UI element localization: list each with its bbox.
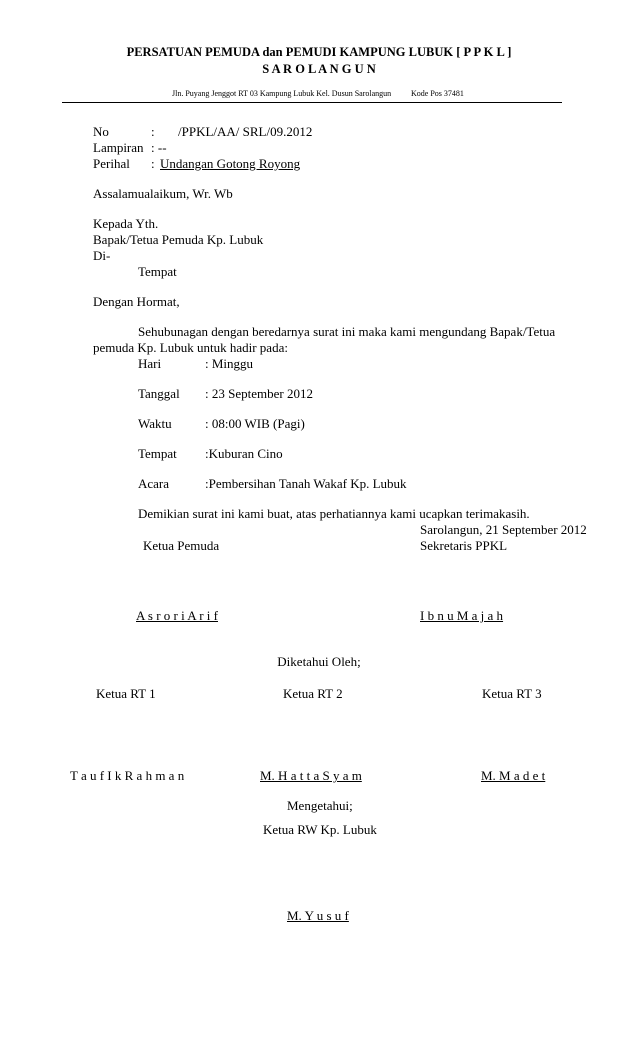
detail-value-tempat: :Kuburan Cino	[205, 446, 283, 461]
lampiran-value: : --	[151, 140, 167, 155]
body-line1: Sehubunagan dengan beredarnya surat ini maka kami mengundang Bapak/Tetua	[138, 324, 556, 339]
detail-value-tanggal: : 23 September 2012	[205, 386, 313, 401]
opening: Dengan Hormat,	[93, 294, 180, 309]
place-date: Sarolangun, 21 September 2012	[420, 522, 587, 537]
rt2-title: Ketua RT 2	[283, 686, 343, 701]
detail-label-acara: Acara	[138, 476, 170, 491]
detail-value-acara: :Pembersihan Tanah Wakaf Kp. Lubuk	[205, 476, 407, 491]
no-colon: :	[151, 124, 155, 139]
rw-title: Ketua RW Kp. Lubuk	[263, 822, 377, 837]
org-postcode: Kode Pos 37481	[411, 89, 464, 98]
closing: Demikian surat ini kami buat, atas perhatiannya kami ucapkan terimakasih.	[138, 506, 530, 521]
detail-value-waktu: : 08:00 WIB (Pagi)	[205, 416, 305, 431]
org-city: S A R O L A N G U N	[262, 62, 376, 76]
recipient-line3: Di-	[93, 248, 111, 263]
detail-label-tempat: Tempat	[138, 446, 177, 461]
no-label: No	[93, 124, 109, 139]
body-line2: pemuda Kp. Lubuk untuk hadir pada:	[93, 340, 288, 355]
rt2-name: M. H a t t a S y a m	[260, 768, 362, 783]
rt1-title: Ketua RT 1	[96, 686, 156, 701]
perihal-label: Perihal	[93, 156, 130, 171]
detail-value-hari: : Minggu	[205, 356, 254, 371]
detail-label-waktu: Waktu	[138, 416, 172, 431]
header-rule	[62, 102, 562, 103]
right-signer-name: I b n u M a j a h	[420, 608, 504, 623]
acknowledged-label: Diketahui Oleh;	[277, 654, 361, 669]
recipient-line1: Kepada Yth.	[93, 216, 159, 231]
no-value: /PPKL/AA/ SRL/09.2012	[178, 124, 313, 139]
greeting: Assalamualaikum, Wr. Wb	[93, 186, 233, 201]
left-signer-title: Ketua Pemuda	[143, 538, 220, 553]
lampiran-label: Lampiran	[93, 140, 144, 155]
approved-label: Mengetahui;	[287, 798, 353, 813]
perihal-value: Undangan Gotong Royong	[160, 156, 301, 171]
recipient-line4: Tempat	[138, 264, 177, 279]
rt3-title: Ketua RT 3	[482, 686, 542, 701]
rt1-name: T a u f I k R a h m a n	[70, 768, 185, 783]
org-name: PERSATUAN PEMUDA dan PEMUDI KAMPUNG LUBUK [ P P K L ]	[126, 45, 512, 59]
detail-label-hari: Hari	[138, 356, 162, 371]
detail-label-tanggal: Tanggal	[138, 386, 180, 401]
org-address: Jln. Puyang Jenggot RT 03 Kampung Lubuk Kel. Dusun Sarolangun	[172, 89, 392, 98]
rt3-name: M. M a d e t	[481, 768, 546, 783]
perihal-colon: :	[151, 156, 155, 171]
recipient-line2: Bapak/Tetua Pemuda Kp. Lubuk	[93, 232, 264, 247]
rw-name: M. Y u s u f	[287, 908, 349, 923]
left-signer-name: A s r o r i A r i f	[136, 608, 218, 623]
right-signer-title: Sekretaris PPKL	[420, 538, 508, 553]
